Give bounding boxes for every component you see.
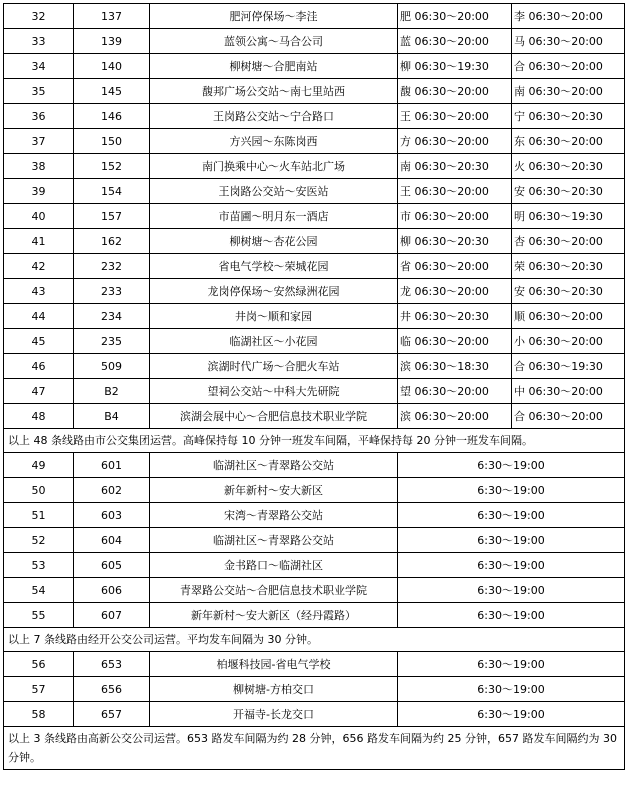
row-number-cell: 32 bbox=[4, 4, 74, 29]
table-row bbox=[4, 279, 625, 304]
table-row bbox=[4, 354, 625, 379]
route-line-cell: 柳树塘-方柏交口 bbox=[150, 677, 398, 702]
row-number-cell: 51 bbox=[4, 503, 74, 528]
start-time-cell: 龙 06:30～20:00 bbox=[398, 279, 512, 304]
start-time-cell: 望 06:30～20:00 bbox=[398, 379, 512, 404]
service-time-cell: 6:30～19:00 bbox=[398, 578, 625, 603]
row-number-cell: 34 bbox=[4, 54, 74, 79]
end-time-cell: 南 06:30～20:00 bbox=[512, 79, 625, 104]
row-number-cell: 55 bbox=[4, 603, 74, 628]
table-row bbox=[4, 528, 625, 553]
route-line-cell: 肥河停保场～李洼 bbox=[150, 4, 398, 29]
table-row bbox=[4, 304, 625, 329]
route-number-cell: 603 bbox=[74, 503, 150, 528]
start-time-cell: 肥 06:30～20:00 bbox=[398, 4, 512, 29]
row-number-cell: 43 bbox=[4, 279, 74, 304]
route-line-cell: 南门换乘中心～火车站北广场 bbox=[150, 154, 398, 179]
route-line-cell: 省电气学校～荣城花园 bbox=[150, 254, 398, 279]
start-time-cell: 蓝 06:30～20:00 bbox=[398, 29, 512, 54]
table-row bbox=[4, 702, 625, 727]
service-time-cell: 6:30～19:00 bbox=[398, 652, 625, 677]
service-time-cell: 6:30～19:00 bbox=[398, 453, 625, 478]
row-number-cell: 41 bbox=[4, 229, 74, 254]
end-time-cell: 荣 06:30～20:30 bbox=[512, 254, 625, 279]
table-row bbox=[4, 652, 625, 677]
route-number-cell: 154 bbox=[74, 179, 150, 204]
route-number-cell: 233 bbox=[74, 279, 150, 304]
end-time-cell: 安 06:30～20:30 bbox=[512, 279, 625, 304]
start-time-cell: 馥 06:30～20:00 bbox=[398, 79, 512, 104]
route-line-cell: 滨湖时代广场～合肥火车站 bbox=[150, 354, 398, 379]
row-number-cell: 38 bbox=[4, 154, 74, 179]
start-time-cell: 井 06:30～20:30 bbox=[398, 304, 512, 329]
row-number-cell: 37 bbox=[4, 129, 74, 154]
route-number-cell: 653 bbox=[74, 652, 150, 677]
route-number-cell: 509 bbox=[74, 354, 150, 379]
end-time-cell: 火 06:30～20:30 bbox=[512, 154, 625, 179]
table-row bbox=[4, 478, 625, 503]
route-line-cell: 柳树塘～合肥南站 bbox=[150, 54, 398, 79]
row-number-cell: 45 bbox=[4, 329, 74, 354]
table-row bbox=[4, 429, 625, 453]
route-line-cell: 青翠路公交站～合肥信息技术职业学院 bbox=[150, 578, 398, 603]
table-row bbox=[4, 503, 625, 528]
route-line-cell: 柳树塘～杏花公园 bbox=[150, 229, 398, 254]
table-body bbox=[4, 4, 625, 770]
route-number-cell: 657 bbox=[74, 702, 150, 727]
route-line-cell: 龙岗停保场～安然绿洲花园 bbox=[150, 279, 398, 304]
service-time-cell: 6:30～19:00 bbox=[398, 603, 625, 628]
route-number-cell: 234 bbox=[74, 304, 150, 329]
route-line-cell: 井岗～顺和家园 bbox=[150, 304, 398, 329]
start-time-cell: 柳 06:30～19:30 bbox=[398, 54, 512, 79]
end-time-cell: 顺 06:30～20:00 bbox=[512, 304, 625, 329]
route-line-cell: 临湖社区～青翠路公交站 bbox=[150, 528, 398, 553]
end-time-cell: 安 06:30～20:30 bbox=[512, 179, 625, 204]
end-time-cell: 杏 06:30～20:00 bbox=[512, 229, 625, 254]
route-line-cell: 滨湖会展中心～合肥信息技术职业学院 bbox=[150, 404, 398, 429]
end-time-cell: 李 06:30～20:00 bbox=[512, 4, 625, 29]
route-number-cell: 157 bbox=[74, 204, 150, 229]
start-time-cell: 滨 06:30～18:30 bbox=[398, 354, 512, 379]
table-row bbox=[4, 329, 625, 354]
route-number-cell: 162 bbox=[74, 229, 150, 254]
row-number-cell: 47 bbox=[4, 379, 74, 404]
route-number-cell: B2 bbox=[74, 379, 150, 404]
route-number-cell: 140 bbox=[74, 54, 150, 79]
route-line-cell: 宋湾～青翠路公交站 bbox=[150, 503, 398, 528]
route-number-cell: 232 bbox=[74, 254, 150, 279]
row-number-cell: 53 bbox=[4, 553, 74, 578]
route-line-cell: 金书路口～临湖社区 bbox=[150, 553, 398, 578]
table-row bbox=[4, 179, 625, 204]
route-number-cell: 235 bbox=[74, 329, 150, 354]
start-time-cell: 滨 06:30～20:00 bbox=[398, 404, 512, 429]
route-line-cell: 临湖社区～青翠路公交站 bbox=[150, 453, 398, 478]
table-row bbox=[4, 677, 625, 702]
row-number-cell: 54 bbox=[4, 578, 74, 603]
route-line-cell: 望祠公交站～中科大先研院 bbox=[150, 379, 398, 404]
route-number-cell: B4 bbox=[74, 404, 150, 429]
route-line-cell: 馥邦广场公交站～南七里站西 bbox=[150, 79, 398, 104]
route-number-cell: 606 bbox=[74, 578, 150, 603]
route-number-cell: 604 bbox=[74, 528, 150, 553]
end-time-cell: 合 06:30～19:30 bbox=[512, 354, 625, 379]
row-number-cell: 49 bbox=[4, 453, 74, 478]
end-time-cell: 合 06:30～20:00 bbox=[512, 404, 625, 429]
row-number-cell: 33 bbox=[4, 29, 74, 54]
end-time-cell: 明 06:30～19:30 bbox=[512, 204, 625, 229]
start-time-cell: 市 06:30～20:00 bbox=[398, 204, 512, 229]
route-number-cell: 146 bbox=[74, 104, 150, 129]
end-time-cell: 合 06:30～20:00 bbox=[512, 54, 625, 79]
route-number-cell: 602 bbox=[74, 478, 150, 503]
operator-note: 以上 48 条线路由市公交集团运营。高峰保持每 10 分钟一班发车间隔，平峰保持每 20 分钟一班发车间隔。 bbox=[4, 429, 625, 453]
route-number-cell: 601 bbox=[74, 453, 150, 478]
service-time-cell: 6:30～19:00 bbox=[398, 528, 625, 553]
row-number-cell: 58 bbox=[4, 702, 74, 727]
end-time-cell: 马 06:30～20:00 bbox=[512, 29, 625, 54]
route-line-cell: 市苗圃～明月东一酒店 bbox=[150, 204, 398, 229]
end-time-cell: 宁 06:30～20:30 bbox=[512, 104, 625, 129]
end-time-cell: 东 06:30～20:00 bbox=[512, 129, 625, 154]
table-row bbox=[4, 553, 625, 578]
table-row bbox=[4, 154, 625, 179]
service-time-cell: 6:30～19:00 bbox=[398, 503, 625, 528]
route-number-cell: 137 bbox=[74, 4, 150, 29]
table-row bbox=[4, 254, 625, 279]
start-time-cell: 柳 06:30～20:30 bbox=[398, 229, 512, 254]
table-row bbox=[4, 229, 625, 254]
start-time-cell: 方 06:30～20:00 bbox=[398, 129, 512, 154]
table-row bbox=[4, 379, 625, 404]
row-number-cell: 46 bbox=[4, 354, 74, 379]
route-number-cell: 656 bbox=[74, 677, 150, 702]
route-line-cell: 新年新村～安大新区 bbox=[150, 478, 398, 503]
table-row bbox=[4, 54, 625, 79]
route-line-cell: 开福寺-长龙交口 bbox=[150, 702, 398, 727]
table-row bbox=[4, 79, 625, 104]
start-time-cell: 王 06:30～20:00 bbox=[398, 179, 512, 204]
row-number-cell: 48 bbox=[4, 404, 74, 429]
route-line-cell: 新年新村～安大新区（经丹霞路） bbox=[150, 603, 398, 628]
end-time-cell: 小 06:30～20:00 bbox=[512, 329, 625, 354]
row-number-cell: 50 bbox=[4, 478, 74, 503]
row-number-cell: 35 bbox=[4, 79, 74, 104]
route-number-cell: 150 bbox=[74, 129, 150, 154]
table-row bbox=[4, 204, 625, 229]
row-number-cell: 44 bbox=[4, 304, 74, 329]
bus-route-table bbox=[3, 3, 625, 770]
route-line-cell: 王岗路公交站～宁合路口 bbox=[150, 104, 398, 129]
service-time-cell: 6:30～19:00 bbox=[398, 677, 625, 702]
row-number-cell: 52 bbox=[4, 528, 74, 553]
route-line-cell: 柏堰科技园-省电气学校 bbox=[150, 652, 398, 677]
route-number-cell: 152 bbox=[74, 154, 150, 179]
operator-note: 以上 7 条线路由经开公交公司运营。平均发车间隔为 30 分钟。 bbox=[4, 628, 625, 652]
start-time-cell: 南 06:30～20:30 bbox=[398, 154, 512, 179]
service-time-cell: 6:30～19:00 bbox=[398, 478, 625, 503]
table-row bbox=[4, 603, 625, 628]
row-number-cell: 39 bbox=[4, 179, 74, 204]
route-line-cell: 王岗路公交站～安医站 bbox=[150, 179, 398, 204]
row-number-cell: 56 bbox=[4, 652, 74, 677]
row-number-cell: 40 bbox=[4, 204, 74, 229]
start-time-cell: 省 06:30～20:00 bbox=[398, 254, 512, 279]
table-row bbox=[4, 453, 625, 478]
table-row bbox=[4, 628, 625, 652]
table-row bbox=[4, 104, 625, 129]
route-number-cell: 607 bbox=[74, 603, 150, 628]
table-row bbox=[4, 129, 625, 154]
table-row bbox=[4, 29, 625, 54]
row-number-cell: 57 bbox=[4, 677, 74, 702]
table-row bbox=[4, 727, 625, 770]
start-time-cell: 王 06:30～20:00 bbox=[398, 104, 512, 129]
start-time-cell: 临 06:30～20:00 bbox=[398, 329, 512, 354]
service-time-cell: 6:30～19:00 bbox=[398, 702, 625, 727]
operator-note: 以上 3 条线路由高新公交公司运营。653 路发车间隔为约 28 分钟，656 路发车间隔为约 25 分钟，657 路发车间隔约为 30 分钟。 bbox=[4, 727, 625, 770]
service-time-cell: 6:30～19:00 bbox=[398, 553, 625, 578]
route-line-cell: 临湖社区～小花园 bbox=[150, 329, 398, 354]
route-line-cell: 方兴园～东陈岗西 bbox=[150, 129, 398, 154]
table-row bbox=[4, 4, 625, 29]
route-number-cell: 145 bbox=[74, 79, 150, 104]
route-number-cell: 139 bbox=[74, 29, 150, 54]
table-row bbox=[4, 404, 625, 429]
row-number-cell: 42 bbox=[4, 254, 74, 279]
table-row bbox=[4, 578, 625, 603]
end-time-cell: 中 06:30～20:00 bbox=[512, 379, 625, 404]
route-number-cell: 605 bbox=[74, 553, 150, 578]
row-number-cell: 36 bbox=[4, 104, 74, 129]
route-line-cell: 蓝领公寓～马合公司 bbox=[150, 29, 398, 54]
